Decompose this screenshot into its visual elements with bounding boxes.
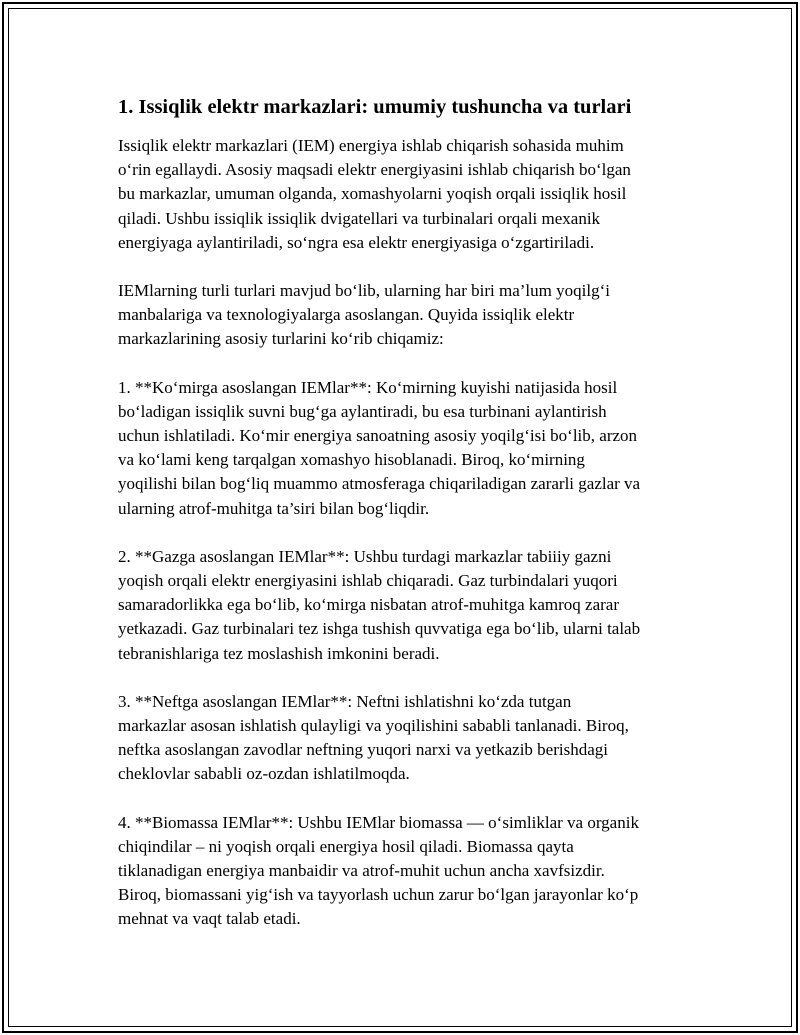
- paragraph-line: uchun ishlatiladi. Ko‘mir energiya sanoatning asosiy yoqilg‘isi bo‘lib, arzon: [118, 426, 638, 446]
- paragraph-biomass: [118, 811, 688, 932]
- paragraph-line: mehnat va vaqt talab etadi.: [118, 909, 301, 929]
- paragraph-line: samaradorlikka ega bo‘lib, ko‘mirga nisbatan atrof-muhitga kamroq zarar: [118, 595, 620, 615]
- paragraph-line: 4. **Biomassa IEMlar**: Ushbu IEMlar biomassa — o‘simliklar va organik: [118, 812, 639, 832]
- paragraph-line: va ko‘lami keng tarqalgan xomashyo hisoblanadi. Biroq, ko‘mirning: [118, 450, 585, 470]
- paragraph-intro: [118, 134, 688, 255]
- paragraph-line: Issiqlik elektr markazlari (IEM) energiya ishlab chiqarish sohasida muhim: [118, 136, 624, 155]
- section-heading: 1. Issiqlik elektr markazlari: umumiy tushuncha va turlari: [118, 96, 632, 118]
- paragraph-line: yoqish orqali elektr energiyasini ishlab chiqaradi. Gaz turbindalari yuqori: [118, 571, 618, 591]
- paragraph-gas: [118, 545, 688, 666]
- paragraph-line: energiyaga aylantiriladi, so‘ngra esa elektr energiyasiga o‘zgartiriladi.: [118, 232, 595, 252]
- paragraph-oil: [118, 690, 688, 787]
- paragraph-coal: [118, 376, 688, 521]
- paragraph-line: 1. **Ko‘mirga asoslangan IEMlar**: Ko‘mirning kuyishi natijasida hosil: [118, 377, 618, 397]
- paragraph-line: o‘rin egallaydi. Asosiy maqsadi elektr energiyasini ishlab chiqarish bo‘lgan: [118, 160, 631, 180]
- document-body: [118, 94, 688, 956]
- paragraph-line: 3. **Neftga asoslangan IEMlar**: Neftni ishlatishni ko‘zda tutgan: [118, 691, 572, 711]
- paragraph-line: IEMlarning turli turlari mavjud bo‘lib, ularning har biri ma’lum yoqilg‘i: [118, 281, 610, 301]
- paragraph-line: qiladi. Ushbu issiqlik issiqlik dvigatellari va turbinalari orqali mexanik: [118, 208, 601, 228]
- paragraph-line: Biroq, biomassani yig‘ish va tayyorlash uchun zarur bo‘lgan jarayonlar ko‘p: [118, 885, 639, 905]
- paragraph-line: yoqilishi bilan bog‘liq muammo atmosferaga chiqariladigan zararli gazlar va: [118, 474, 641, 494]
- paragraph-types-overview: [118, 279, 688, 352]
- paragraph-line: tiklanadigan energiya manbaidir va atrof-muhit uchun ancha xavfsizdir.: [118, 861, 605, 881]
- paragraph-line: markazlar asosan ishlatish qulayligi va yoqilishini sababli tanlanadi. Biroq,: [118, 716, 629, 736]
- paragraph-line: neftka asoslangan zavodlar neftning yuqori narxi va yetkazib berishdagi: [118, 740, 608, 760]
- paragraph-line: tebranishlariga tez moslashish imkonini beradi.: [118, 643, 440, 663]
- paragraph-line: bu markazlar, umuman olganda, xomashyolarni yoqish orqali issiqlik hosil: [118, 184, 627, 204]
- paragraph-line: yetkazadi. Gaz turbinalari tez ishga tushish quvvatiga ega bo‘lib, ularni talab: [118, 619, 641, 639]
- paragraph-line: cheklovlar sababli oz-ozdan ishlatilmoqda.: [118, 764, 410, 784]
- paragraph-line: markazlarining asosiy turlarini ko‘rib chiqamiz:: [118, 329, 444, 349]
- paragraph-line: manbalariga va texnologiyalarga asoslangan. Quyida issiqlik elektr: [118, 305, 575, 325]
- paragraph-line: bo‘ladigan issiqlik suvni bug‘ga aylantiradi, bu esa turbinani aylantirish: [118, 401, 607, 421]
- paragraph-line: chiqindilar – ni yoqish orqali energiya hosil qiladi. Biomassa qayta: [118, 836, 574, 856]
- paragraph-line: 2. **Gazga asoslangan IEMlar**: Ushbu turdagi markazlar tabiiiy gazni: [118, 546, 612, 566]
- paragraph-line: ularning atrof-muhitga ta’siri bilan bog‘liqdir.: [118, 498, 430, 518]
